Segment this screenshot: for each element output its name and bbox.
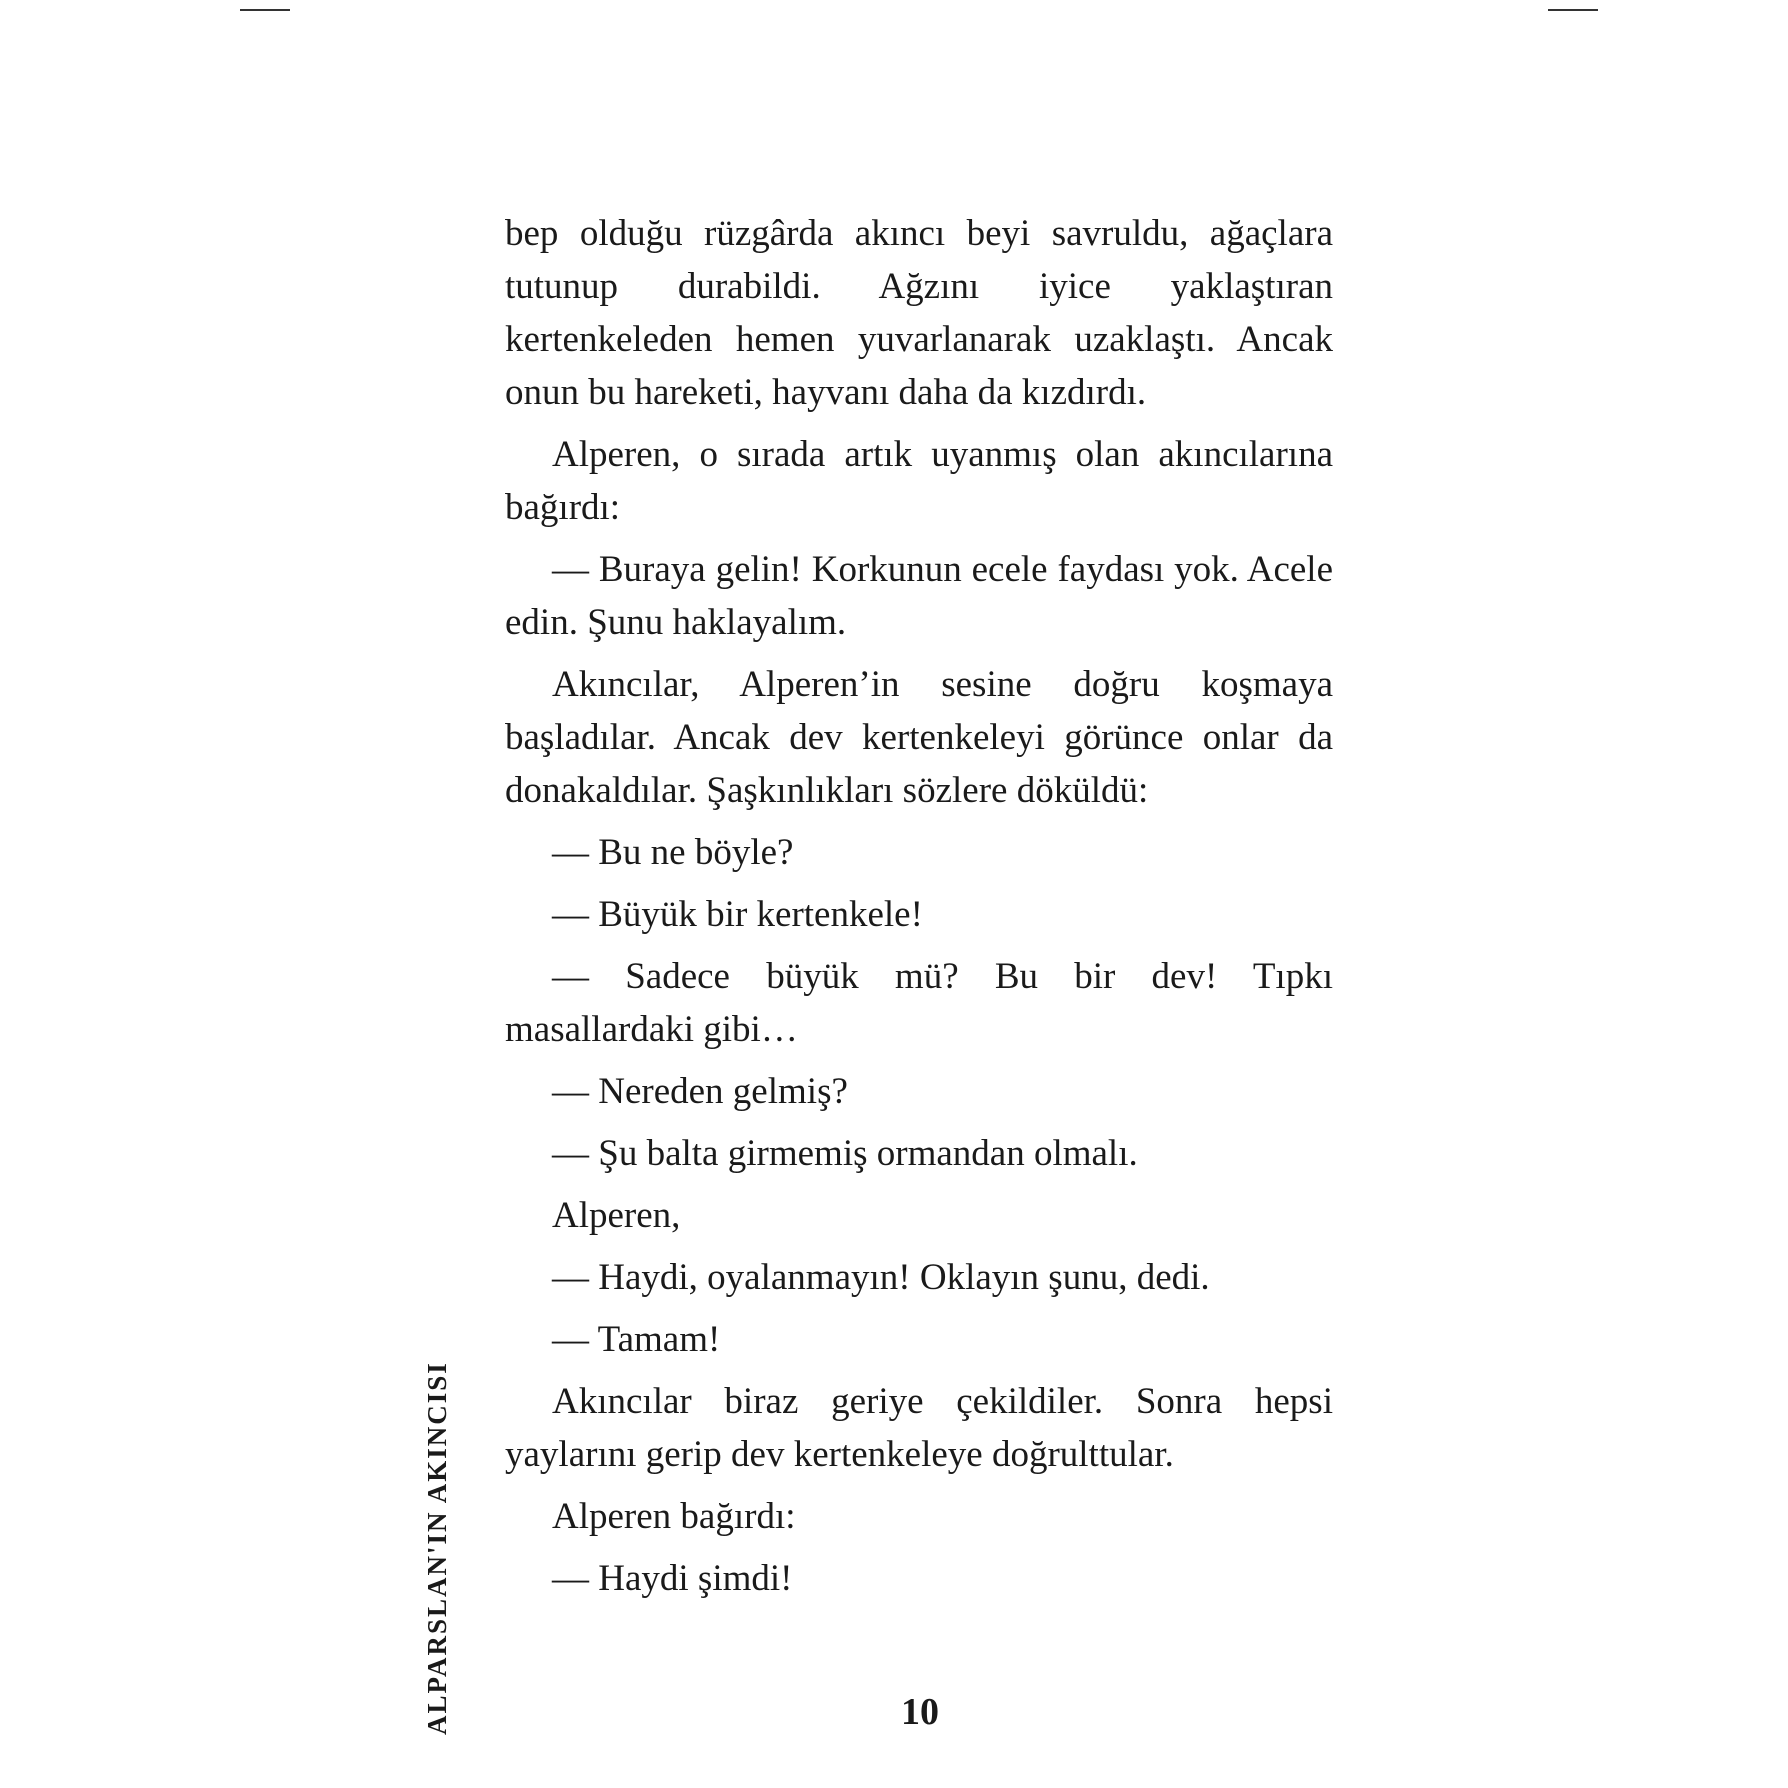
- paragraph: Akıncılar biraz geriye çekildiler. Sonra hepsi yaylarını gerip dev kertenkeleye doğrulttular.: [505, 1381, 1333, 1475]
- running-title: ALPARSLAN'IN AKINCISI: [422, 1361, 452, 1735]
- paragraph: — Bu ne böyle?: [552, 832, 794, 873]
- paragraph: — Tamam!: [552, 1319, 721, 1360]
- paragraph: — Nereden gelmiş?: [552, 1071, 848, 1112]
- paragraph: Alperen bağırdı:: [552, 1496, 796, 1537]
- paragraph: — Haydi, oyalanmayın! Oklayın şunu, dedi.: [552, 1257, 1210, 1298]
- body-text: [505, 207, 1333, 1614]
- paragraph: Alperen,: [552, 1195, 681, 1236]
- paragraph: Akıncılar, Alperen’in sesine doğru koşmaya başladılar. Ancak dev kertenkeleyi görünce onlar da donakaldılar. Şaşkınlıkları sözlere döküldü:: [505, 664, 1333, 811]
- crop-mark-left: [240, 9, 290, 11]
- paragraph: — Şu balta girmemiş ormandan olmalı.: [552, 1133, 1138, 1174]
- crop-mark-right: [1548, 9, 1598, 11]
- paragraph: Alperen, o sırada artık uyanmış olan akıncılarına bağırdı:: [505, 434, 1333, 528]
- paragraph: — Buraya gelin! Korkunun ecele faydası yok. Acele edin. Şunu haklayalım.: [505, 549, 1333, 643]
- page-number: 10: [901, 1691, 939, 1733]
- paragraph: — Büyük bir kertenkele!: [552, 894, 923, 935]
- paragraph: bep olduğu rüzgârda akıncı beyi savruldu, ağaçlara tutunup durabildi. Ağzını iyice yaklaştıran kertenkeleden hemen yuvarlanarak uzaklaştı. Ancak onun bu hareketi, hayvanı daha da kızdırdı.: [505, 213, 1333, 413]
- paragraph: — Sadece büyük mü? Bu bir dev! Tıpkı masallardaki gibi…: [505, 956, 1333, 1050]
- paragraph: — Haydi şimdi!: [552, 1558, 793, 1599]
